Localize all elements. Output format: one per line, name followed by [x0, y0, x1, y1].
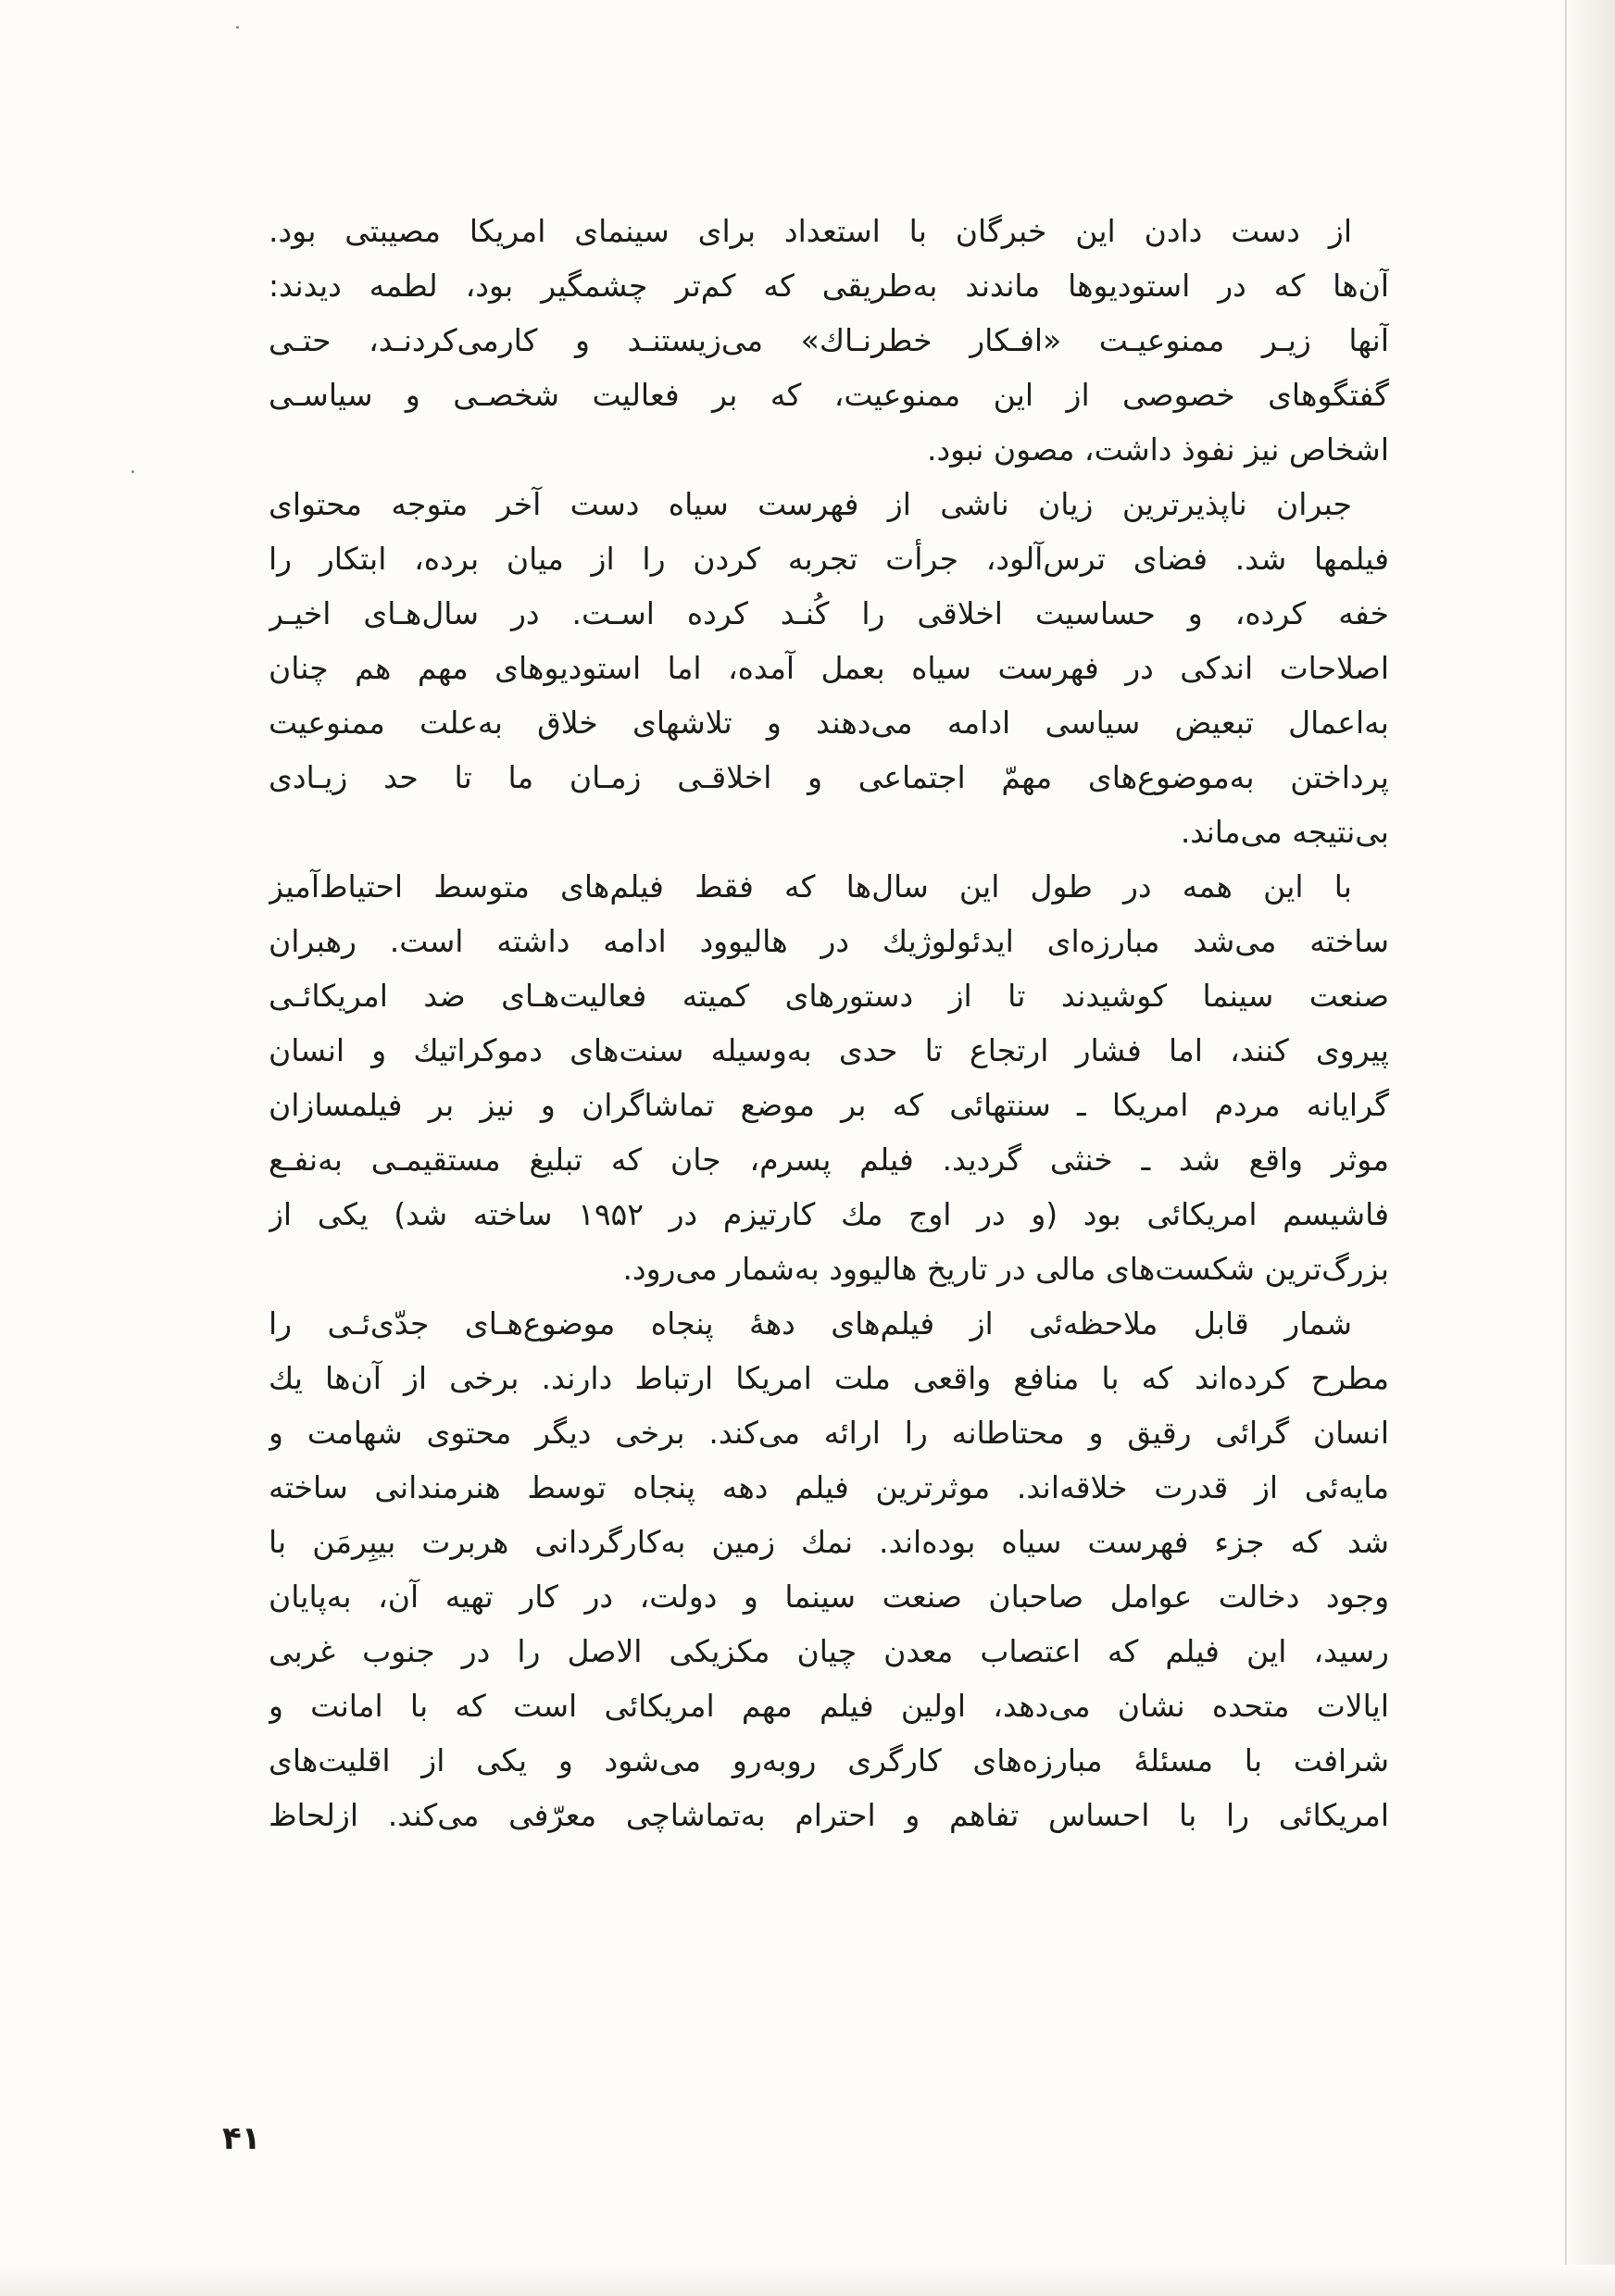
body-text — [269, 204, 1389, 2018]
scan-speck — [131, 470, 134, 473]
text-line: اصلاحات اندکی در فهرست سیاه بعمل آمده، اما استودیوهای مهم هم چنان — [269, 650, 1389, 686]
text-line: بزرگ‌ترین شکست‌های مالی در تاریخ هالیوود به‌شمار می‌رود. — [622, 1251, 1389, 1287]
page-number: ۴۱ — [222, 2120, 261, 2157]
text-line: جبران ناپذیرترین زیان ناشی از فهرست سیاه دست آخر متوجه محتوای — [269, 486, 1352, 522]
text-line: پیروی کنند، اما فشار ارتجاع تا حدی به‌وسیله سنت‌های دموکراتیك و انسان — [269, 1032, 1389, 1068]
text-line: گرایانه مردم امریکا ـ سنتهائی که بر موضع تماشاگران و نیز بر فیلمسازان — [269, 1087, 1389, 1123]
text-line: وجود دخالت عوامل صاحبان صنعت سینما و دولت، در کار تهیه آن، به‌پایان — [269, 1578, 1389, 1615]
text-line: پرداختن به‌موضوع‌های مهمّ اجتماعی و اخلاقـی زمـان ما تا حد زیـادی — [269, 759, 1389, 795]
text-line: مطرح کرده‌اند که با منافع واقعی ملت امریکا ارتباط دارند. برخی از آن‌ها یك — [269, 1360, 1389, 1396]
text-line: بی‌نتیجه می‌ماند. — [1180, 814, 1389, 850]
text-line: خفه کرده، و حساسیت اخلاقی را کُنـد کرده اسـت. در سال‌هـای اخیـر — [269, 595, 1389, 631]
text-line: صنعت سینما کوشیدند تا از دستورهای کمیته فعالیت‌هـای ضد امریکائـی — [269, 978, 1389, 1014]
scan-edge-right — [1567, 0, 1615, 2296]
scan-edge-bottom — [0, 2265, 1615, 2296]
text-line: به‌اعمال تبعیض سیاسی ادامه می‌دهند و تلاشهای خلاق به‌علت ممنوعیت — [269, 705, 1389, 741]
paragraph — [269, 859, 1389, 1296]
text-line: اشخاص نیز نفوذ داشت، مصون نبود. — [926, 431, 1389, 468]
text-line: از دست دادن این خبرگان با استعداد برای سینمای امریکا مصیبتی بود. — [269, 213, 1352, 249]
text-line: شد که جزء فهرست سیاه بوده‌اند. نمك زمین به‌کارگردانی هربرت بیبِرمَن با — [269, 1524, 1389, 1560]
text-line: مایه‌ئی از قدرت خلاقه‌اند. موثرترین فیلم دهه پنجاه توسط هنرمندانی ساخته — [269, 1469, 1389, 1505]
text-line: شمار قابل ملاحظه‌ئی از فیلم‌های دههٔ پنجاه موضوع‌هـای جدّی‌ئـی را — [269, 1305, 1352, 1341]
text-line: آن‌ها که در استودیوها ماندند به‌طریقی که کم‌تر چشمگیر بود، لطمه دیدند: — [269, 268, 1389, 304]
paragraph — [269, 1296, 1389, 1842]
text-line: انسان گرائی رقیق و محتاطانه را ارائه می‌کند. برخی دیگر محتوی شهامت و — [269, 1415, 1389, 1451]
text-line: شرافت با مسئلهٔ مبارزه‌های کارگری روبه‌رو می‌شود و یکی از اقلیت‌های — [269, 1742, 1389, 1778]
text-line: موثر واقع شد ـ خنثی گردید. فیلم پسرم، جان که تبلیغ مستقیمـی به‌نفـع — [269, 1142, 1389, 1178]
paragraph — [269, 204, 1389, 477]
text-line: ایالات متحده نشان می‌دهد، اولین فیلم مهم امریکائی است که با امانت و — [269, 1688, 1389, 1724]
text-line: رسید، این فیلم که اعتصاب معدن چیان مکزیکی الاصل را در جنوب غربی — [269, 1633, 1389, 1669]
text-line: فیلمها شد. فضای ترس‌آلود، جرأت تجربه کردن را از میان برده، ابتکار را — [269, 541, 1389, 577]
text-line: فاشیسم امریکائی بود (و در اوج مك کارتیزم در ۱۹۵۲ ساخته شد) یکی از — [269, 1196, 1389, 1232]
text-line: ساخته می‌شد مبارزه‌ای ایدئولوژیك در هالیوود ادامه داشته است. رهبران — [269, 923, 1389, 959]
text-line: با این همه در طول این سال‌ها که فقط فیلم‌های متوسط احتیاط‌آمیز — [269, 868, 1352, 905]
text-line: آنها زیـر ممنوعیـت «افـکار خطرنـاك» می‌زیستنـد و کارمی‌کردنـد، حتـی — [269, 322, 1389, 358]
scan-speck — [236, 26, 239, 29]
text-line: گفتگوهای خصوصی از این ممنوعیت، که بر فعالیت شخصـی و سیاسـی — [269, 377, 1389, 413]
text-line: امریکائی را با احساس تفاهم و احترام به‌تماشاچی معرّفی می‌کند. ازلحاظ — [269, 1797, 1389, 1833]
paragraph — [269, 477, 1389, 859]
